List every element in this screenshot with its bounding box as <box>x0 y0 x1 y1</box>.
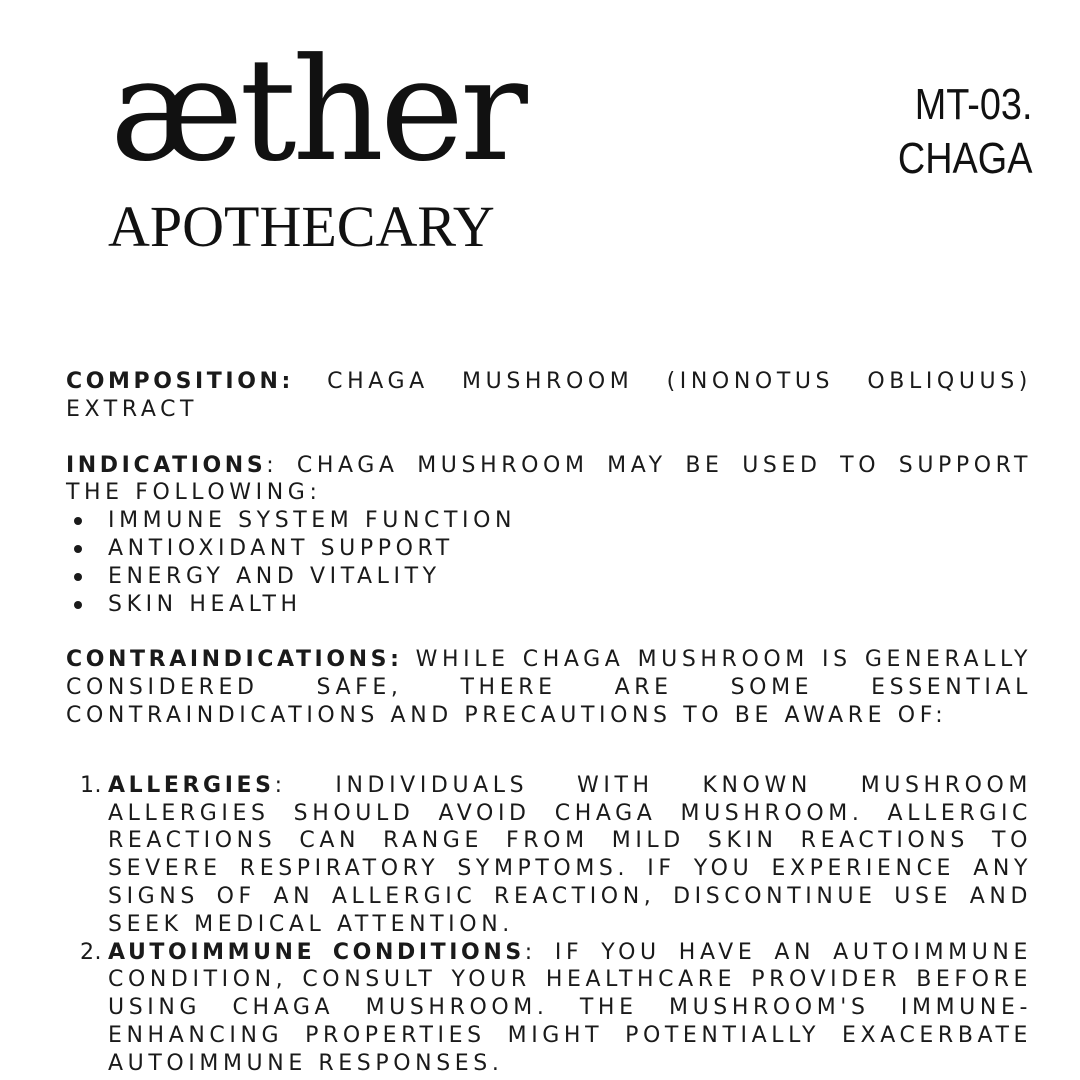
list-item: ENERGY AND VITALITY <box>66 563 1032 591</box>
contraindications-list <box>66 772 1032 1078</box>
contraindications-label: CONTRAINDICATIONS: <box>66 647 403 673</box>
product-code-block <box>897 78 1032 186</box>
indications-list <box>66 507 1032 618</box>
point-label: AUTOIMMUNE CONDITIONS <box>108 939 525 965</box>
bullet-icon <box>74 517 82 525</box>
bullet-icon <box>74 573 82 581</box>
brand-subtitle: APOTHECARY <box>108 194 495 259</box>
point-text: : INDIVIDUALS WITH KNOWN MUSHROOM ALLERGIES SHOULD AVOID CHAGA MUSHROOM. ALLERGIC REACTIONS CAN RANGE FROM MILD SKIN REACTIONS TO SEVERE RESPIRATORY SYMPTOMS. IF YOU EXPERIENCE ANY SIGNS OF AN ALLERGIC REACTION, DISCONTINUE USE AND SEEK MEDICAL ATTENTION. <box>108 772 1032 937</box>
bullet-icon <box>74 545 82 553</box>
bullet-icon <box>74 601 82 609</box>
brand-wordmark: æther <box>110 28 524 193</box>
point-label: ALLERGIES <box>108 772 275 798</box>
list-item <box>66 939 1032 1078</box>
indications-text: : CHAGA MUSHROOM MAY BE USED TO SUPPORT THE FOLLOWING: <box>66 452 1032 506</box>
indications-label: INDICATIONS <box>66 452 267 478</box>
composition-text: CHAGA MUSHROOM (INONOTUS OBLIQUUS) EXTRACT <box>66 369 1032 422</box>
indications-section <box>66 452 1032 508</box>
composition-section <box>66 368 1032 424</box>
point-text: : IF YOU HAVE AN AUTOIMMUNE CONDITION, CONSULT YOUR HEALTHCARE PROVIDER BEFORE USING CHAGA MUSHROOM. THE MUSHROOM'S IMMUNE-ENHANCING PROPERTIES MIGHT POTENTIALLY EXACERBATE AUTOIMMUNE RESPONSES. <box>108 939 1032 1076</box>
list-item: IMMUNE SYSTEM FUNCTION <box>66 507 1032 535</box>
list-item <box>66 772 1032 939</box>
list-item: SKIN HEALTH <box>66 591 1032 619</box>
composition-label: COMPOSITION: <box>66 369 294 394</box>
list-number: 1. <box>80 772 102 798</box>
contraindications-text: WHILE CHAGA MUSHROOM IS GENERALLY CONSIDERED SAFE, THERE ARE SOME ESSENTIAL CONTRAINDICATIONS AND PRECAUTIONS TO BE AWARE OF: <box>66 647 1032 728</box>
list-item: ANTIOXIDANT SUPPORT <box>66 535 1032 563</box>
product-name: CHAGA <box>897 134 1032 183</box>
list-number: 2. <box>80 939 102 965</box>
label-content <box>66 368 1032 1078</box>
product-code: MT-03. <box>914 80 1032 129</box>
contraindications-section <box>66 646 1032 729</box>
